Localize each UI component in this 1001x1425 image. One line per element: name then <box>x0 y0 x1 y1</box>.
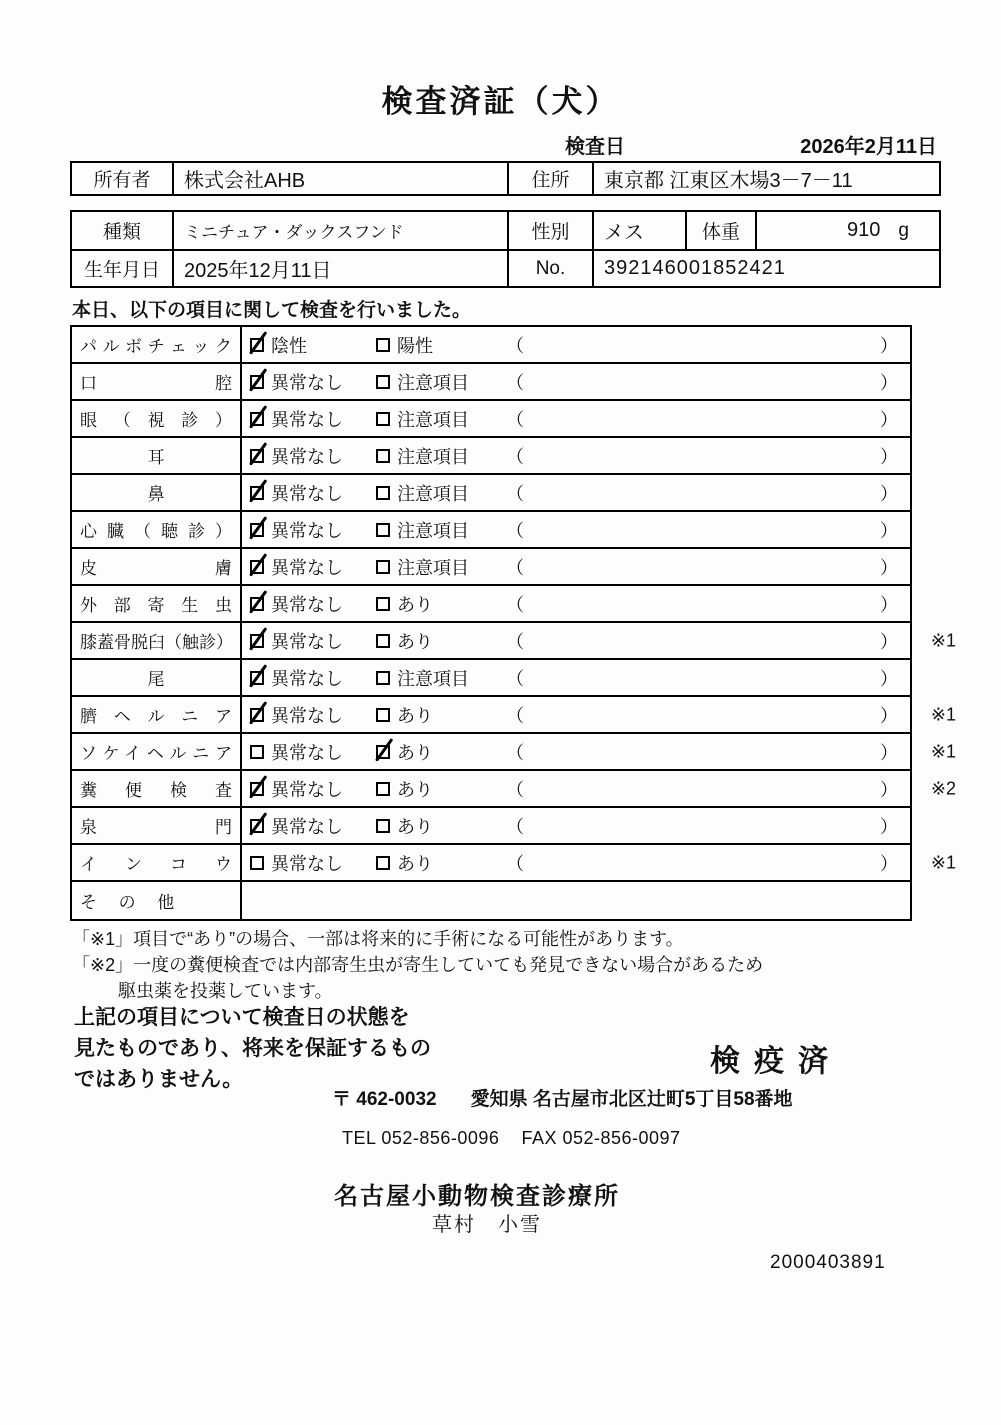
clinic-fax: FAX 052-856-0097 <box>521 1128 681 1148</box>
option1 <box>250 406 376 432</box>
option2-label: 注意項目 <box>397 372 469 393</box>
exam-row <box>72 401 910 438</box>
exam-item-label: 外部寄生虫 <box>80 596 232 615</box>
option1-label: 異常なし <box>271 520 343 541</box>
option1 <box>250 591 376 617</box>
exam-item-label: 膝蓋骨脱臼（触診） <box>80 633 233 652</box>
sex-value: メス <box>594 212 687 249</box>
option2-checkbox <box>376 375 390 389</box>
option2 <box>376 554 502 580</box>
exam-item-cell <box>72 623 242 658</box>
exam-row-content <box>242 808 910 843</box>
exam-item-label: 眼（視診） <box>80 411 232 430</box>
paren-open-mark: （ <box>506 335 524 356</box>
option1-checkbox <box>250 523 264 537</box>
exam-item-cell <box>72 660 242 695</box>
clinic-phone-row <box>342 1128 681 1149</box>
option1 <box>250 702 376 728</box>
option2 <box>376 850 502 876</box>
pet-row-1 <box>72 212 939 249</box>
option1-checkbox <box>250 375 264 389</box>
option2-checkbox <box>376 412 390 426</box>
exam-item-cell <box>72 845 242 880</box>
option2-label: 注意項目 <box>397 520 469 541</box>
exam-item-cell <box>72 586 242 621</box>
exam-item-cell <box>72 734 242 769</box>
paren-open-mark: （ <box>506 520 524 541</box>
result-parens <box>502 443 910 469</box>
option1-checkbox <box>250 560 264 574</box>
option2-label: あり <box>397 631 433 652</box>
veterinarian-name: 草村 小雪 <box>432 1214 542 1236</box>
paren-open-mark: （ <box>506 853 524 874</box>
exam-item-cell <box>72 364 242 399</box>
option2-label: あり <box>397 853 433 874</box>
paren-close-mark: ） <box>880 816 898 837</box>
result-parens <box>502 813 910 839</box>
option1-label: 異常なし <box>271 779 343 800</box>
exam-row <box>72 845 956 882</box>
owner-address-label: 住所 <box>509 163 594 194</box>
option1 <box>250 369 376 395</box>
weight-cell <box>757 212 939 249</box>
option2-checkbox <box>376 486 390 500</box>
paren-close-mark: ） <box>880 853 898 874</box>
exam-item-cell <box>72 438 242 473</box>
disclaimer-line-2: 見たものであり、将来を保証するもの <box>74 1037 431 1060</box>
exam-item-cell <box>72 882 242 919</box>
option2 <box>376 739 502 765</box>
option1-checkbox <box>250 708 264 722</box>
option1-checkbox <box>250 856 264 870</box>
option1-checkbox <box>250 745 264 759</box>
birthdate-label: 生年月日 <box>72 251 174 286</box>
exam-item-label: 口腔 <box>80 374 232 393</box>
paren-close-mark: ） <box>880 742 898 763</box>
option1-label: 異常なし <box>271 705 343 726</box>
result-parens <box>502 369 910 395</box>
option2-checkbox <box>376 523 390 537</box>
option1-label: 陰性 <box>271 335 307 356</box>
weight-label: 体重 <box>687 212 757 249</box>
exam-row-content <box>242 623 910 658</box>
paren-open-mark: （ <box>506 557 524 578</box>
footnote-2-continued: 駆虫薬を投薬しています。 <box>118 981 333 1001</box>
option2-checkbox <box>376 560 390 574</box>
option2-label: あり <box>397 594 433 615</box>
option1 <box>250 332 376 358</box>
option2-label: 注意項目 <box>397 446 469 467</box>
option1-checkbox <box>250 671 264 685</box>
option1-label: 異常なし <box>271 742 343 763</box>
exam-row <box>72 734 956 771</box>
footnote-2: 「※2」一度の糞便検査では内部寄生虫が寄生していても発見できない場合があるため <box>72 955 764 975</box>
exam-row-content <box>242 549 910 584</box>
exam-row-content <box>242 660 910 695</box>
option1 <box>250 517 376 543</box>
exam-item-label: 臍ヘルニア <box>80 707 232 726</box>
owner-value: 株式会社AHB <box>174 163 509 194</box>
option1 <box>250 776 376 802</box>
result-parens <box>502 517 910 543</box>
paren-open-mark: （ <box>506 705 524 726</box>
option2-checkbox <box>376 597 390 611</box>
exam-item-label: 耳 <box>147 448 165 467</box>
weight-value: 910 <box>847 219 881 241</box>
exam-row <box>72 808 910 845</box>
exam-item-label: インコウ <box>80 855 232 874</box>
option2 <box>376 517 502 543</box>
option1 <box>250 628 376 654</box>
result-parens <box>502 591 910 617</box>
paren-close-mark: ） <box>880 705 898 726</box>
exam-row-content <box>242 364 910 399</box>
result-parens <box>502 554 910 580</box>
option1-label: 異常なし <box>271 816 343 837</box>
exam-item-cell <box>72 475 242 510</box>
exam-item-label: 尾 <box>147 670 165 689</box>
paren-close-mark: ） <box>880 483 898 504</box>
option1 <box>250 554 376 580</box>
option2-label: 注意項目 <box>397 557 469 578</box>
weight-unit: g <box>898 219 909 241</box>
option2-checkbox <box>376 856 390 870</box>
option1-checkbox <box>250 338 264 352</box>
exam-item-cell <box>72 549 242 584</box>
option1 <box>250 665 376 691</box>
option2-label: 注意項目 <box>397 483 469 504</box>
page-title: 検査済証（犬） <box>381 84 620 119</box>
option2-checkbox <box>376 338 390 352</box>
breed-value: ミニチュア・ダックスフンド <box>174 212 509 249</box>
breed-label: 種類 <box>72 212 174 249</box>
option2 <box>376 591 502 617</box>
owner-label: 所有者 <box>72 163 174 194</box>
option2-checkbox <box>376 449 390 463</box>
exam-row-content <box>242 697 910 732</box>
paren-open-mark: （ <box>506 594 524 615</box>
result-parens <box>502 739 910 765</box>
exam-item-cell <box>72 512 242 547</box>
owner-row <box>72 163 939 194</box>
option2 <box>376 665 502 691</box>
exam-row-content <box>242 438 910 473</box>
clinic-tel: TEL 052-856-0096 <box>342 1128 500 1148</box>
exam-row-content <box>242 327 910 362</box>
inspection-date-value: 2026年2月11日 <box>800 136 937 158</box>
paren-open-mark: （ <box>506 631 524 652</box>
option1-label: 異常なし <box>271 594 343 615</box>
paren-close-mark: ） <box>880 631 898 652</box>
paren-close-mark: ） <box>880 594 898 615</box>
option2 <box>376 813 502 839</box>
option2-label: あり <box>397 779 433 800</box>
exam-row-content <box>242 586 910 621</box>
clinic-address: 愛知県 名古屋市北区辻町5丁目58番地 <box>470 1089 793 1110</box>
option1-checkbox <box>250 412 264 426</box>
result-parens <box>502 628 910 654</box>
exam-row <box>72 549 910 586</box>
paren-open-mark: （ <box>506 779 524 800</box>
option1-label: 異常なし <box>271 853 343 874</box>
exam-row <box>72 327 910 364</box>
row-note: ※1 <box>930 852 956 872</box>
option2-checkbox <box>376 671 390 685</box>
option2-checkbox <box>376 782 390 796</box>
exam-row-content <box>242 882 910 919</box>
exam-row <box>72 512 910 549</box>
exam-row <box>72 697 956 734</box>
paren-close-mark: ） <box>880 446 898 467</box>
exam-item-cell <box>72 697 242 732</box>
option1-label: 異常なし <box>271 446 343 467</box>
exam-item-label: パルボチェック <box>80 337 232 356</box>
option2 <box>376 628 502 654</box>
exam-item-cell <box>72 401 242 436</box>
option2-label: あり <box>397 705 433 726</box>
exam-item-label: その他 <box>80 893 175 912</box>
no-label: No. <box>509 251 594 286</box>
result-parens <box>502 480 910 506</box>
option1-label: 異常なし <box>271 668 343 689</box>
disclaimer <box>74 1002 431 1095</box>
paren-open-mark: （ <box>506 816 524 837</box>
clinic-postal-code: 〒 462-0032 <box>332 1089 437 1110</box>
option2-checkbox <box>376 634 390 648</box>
option1 <box>250 443 376 469</box>
option1-label: 異常なし <box>271 631 343 652</box>
paren-close-mark: ） <box>880 372 898 393</box>
option1-checkbox <box>250 819 264 833</box>
option1-checkbox <box>250 449 264 463</box>
option1-label: 異常なし <box>271 557 343 578</box>
serial-number: 2000403891 <box>770 1252 886 1273</box>
option2-label: あり <box>397 742 433 763</box>
option2-label: あり <box>397 816 433 837</box>
result-parens <box>502 702 910 728</box>
row-note: ※1 <box>930 630 956 650</box>
clinic-address-row <box>332 1084 793 1111</box>
exam-item-label: ソケイヘルニア <box>80 744 232 763</box>
exam-table <box>70 325 956 921</box>
exam-row <box>72 475 910 512</box>
option1 <box>250 813 376 839</box>
option2 <box>376 443 502 469</box>
paren-open-mark: （ <box>506 483 524 504</box>
exam-row-content <box>242 734 910 769</box>
option1-label: 異常なし <box>271 372 343 393</box>
option2-checkbox <box>376 819 390 833</box>
paren-open-mark: （ <box>506 446 524 467</box>
option2 <box>376 480 502 506</box>
exam-row-content <box>242 845 910 880</box>
no-value: 392146001852421 <box>604 257 786 279</box>
exam-row <box>72 660 910 697</box>
exam-row <box>72 438 910 475</box>
paren-close-mark: ） <box>880 335 898 356</box>
disclaimer-line-3: ではありません。 <box>74 1068 244 1091</box>
result-parens <box>502 332 910 358</box>
option1-checkbox <box>250 782 264 796</box>
paren-open-mark: （ <box>506 372 524 393</box>
exam-item-label: 皮膚 <box>80 559 232 578</box>
option1 <box>250 850 376 876</box>
option2 <box>376 406 502 432</box>
option2-label: 陽性 <box>397 335 433 356</box>
option1-checkbox <box>250 597 264 611</box>
birthdate-value: 2025年12月11日 <box>174 251 509 286</box>
footnote-1: 「※1」項目で“あり”の場合、一部は将来的に手術になる可能性があります。 <box>72 929 684 949</box>
exam-row-content <box>242 771 910 806</box>
exam-item-label: 心臓（聴診） <box>80 522 232 541</box>
option2-label: 注意項目 <box>397 668 469 689</box>
result-parens <box>502 776 910 802</box>
result-parens <box>502 850 910 876</box>
option1-label: 異常なし <box>271 483 343 504</box>
exam-row <box>72 623 956 660</box>
row-note: ※1 <box>930 741 956 761</box>
option2-checkbox <box>376 745 390 759</box>
paren-close-mark: ） <box>880 668 898 689</box>
exam-item-label: 泉門 <box>80 818 232 837</box>
exam-item-label: 鼻 <box>147 485 165 504</box>
option1-checkbox <box>250 486 264 500</box>
sex-label: 性別 <box>509 212 594 249</box>
paren-close-mark: ） <box>880 520 898 541</box>
paren-close-mark: ） <box>880 779 898 800</box>
pet-info-table <box>70 210 941 288</box>
exam-row <box>72 882 910 919</box>
option2 <box>376 332 502 358</box>
paren-close-mark: ） <box>880 409 898 430</box>
paren-open-mark: （ <box>506 742 524 763</box>
exam-row <box>72 364 910 401</box>
pet-row-2 <box>72 249 939 286</box>
result-parens <box>502 406 910 432</box>
option1-label: 異常なし <box>271 409 343 430</box>
inspection-date-row <box>565 130 937 159</box>
row-note: ※1 <box>930 704 956 724</box>
option1 <box>250 480 376 506</box>
option2 <box>376 702 502 728</box>
result-parens <box>502 665 910 691</box>
paren-open-mark: （ <box>506 409 524 430</box>
paren-close-mark: ） <box>880 557 898 578</box>
option1-checkbox <box>250 634 264 648</box>
inspection-date-label: 検査日 <box>565 136 625 158</box>
option2-label: 注意項目 <box>397 409 469 430</box>
owner-address-value: 東京都 江東区木場3－7－11 <box>604 170 853 192</box>
exam-row <box>72 771 956 808</box>
option2-checkbox <box>376 708 390 722</box>
exam-row-content <box>242 512 910 547</box>
owner-table <box>70 161 941 196</box>
disclaimer-line-1: 上記の項目について検査日の状態を <box>74 1006 410 1029</box>
exam-row-content <box>242 401 910 436</box>
quarantine-stamp: 検疫済 <box>710 1045 842 1078</box>
exam-row-content <box>242 475 910 510</box>
exam-item-cell <box>72 808 242 843</box>
option2 <box>376 369 502 395</box>
clinic-name: 名古屋小動物検査診療所 <box>334 1183 620 1210</box>
exam-item-label: 糞便検査 <box>80 781 232 800</box>
option1 <box>250 739 376 765</box>
paren-open-mark: （ <box>506 668 524 689</box>
option2 <box>376 776 502 802</box>
exam-item-cell <box>72 327 242 362</box>
intro-statement: 本日、以下の項目に関して検査を行いました。 <box>72 300 472 321</box>
row-note: ※2 <box>930 778 956 798</box>
exam-row <box>72 586 910 623</box>
footnotes <box>72 926 763 1004</box>
exam-item-cell <box>72 771 242 806</box>
